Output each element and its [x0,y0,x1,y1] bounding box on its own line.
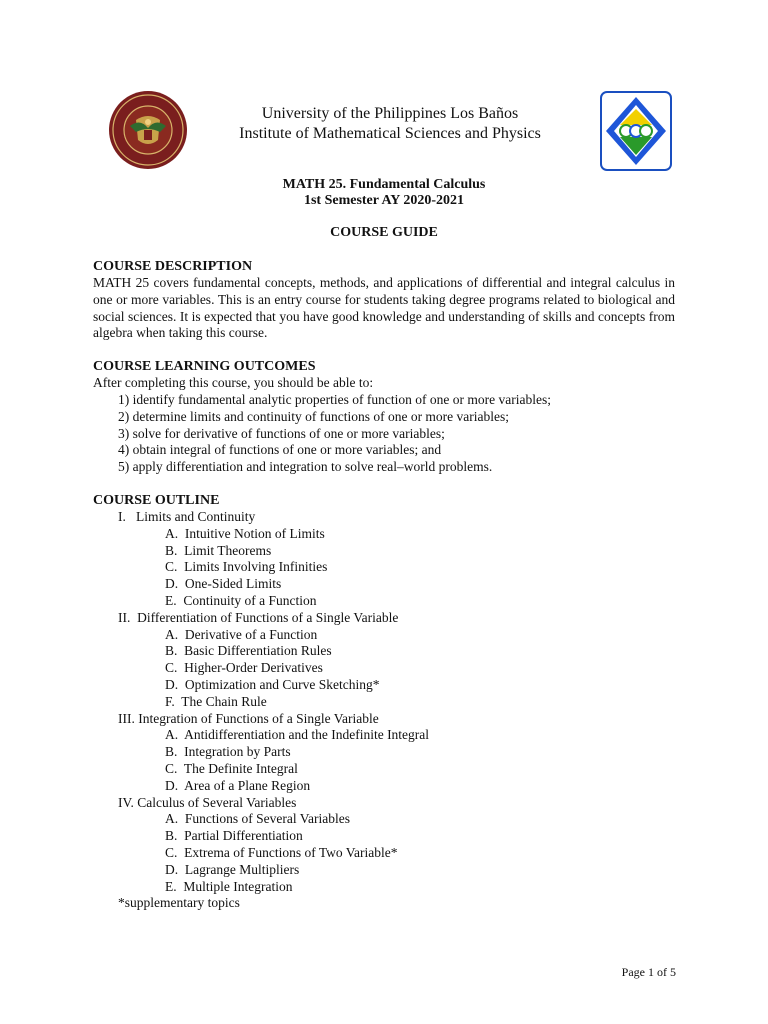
outline-unit: IV. Calculus of Several Variables [118,794,297,810]
outline-topic: F. The Chain Rule [165,693,267,709]
page-number: Page 1 of 5 [621,965,676,979]
institute-name: Institute of Mathematical Sciences and Physics [239,125,541,142]
university-seal-icon [108,90,188,170]
outcome-item: 3) solve for derivative of functions of one or more variables; [118,425,445,441]
outline-topic: B. Basic Differentiation Rules [165,643,332,659]
outline-topic: C. Higher-Order Derivatives [165,660,323,676]
outline-topic: E. Multiple Integration [165,878,293,894]
outcomes-intro: After completing this course, you should be able to: [93,375,374,391]
outline-topic: A. Functions of Several Variables [165,811,350,827]
outline-topic: A. Derivative of a Function [165,626,318,642]
outline-unit: I. Limits and Continuity [118,508,256,524]
institute-logo-icon [600,91,672,171]
outcome-item: 5) apply differentiation and integration to solve real–world problems. [118,459,493,475]
outline-topic: E. Continuity of a Function [165,592,317,608]
outline-topic: A. Antidifferentiation and the Indefinite Integral [165,727,430,743]
outline-topic: C. The Definite Integral [165,760,298,776]
document-body [93,258,675,912]
semester: 1st Semester AY 2020-2021 [303,193,465,208]
course-guide-title: COURSE GUIDE [330,225,438,240]
outcome-item: 4) obtain integral of functions of one or more variables; and [118,442,442,458]
outline-topic: C. Limits Involving Infinities [165,559,328,575]
outline-topic: B. Limit Theorems [165,542,272,558]
course-title: MATH 25. Fundamental Calculus [282,177,486,192]
outcome-item: 1) identify fundamental analytic properties of function of one or more variables; [118,391,551,407]
outline-topic: B. Partial Differentiation [165,828,303,844]
supplementary-note: *supplementary topics [118,895,240,911]
outline-topic: B. Integration by Parts [165,744,291,760]
outline-topic: A. Intuitive Notion of Limits [165,525,325,541]
university-name: University of the Philippines Los Baños [261,105,519,122]
outline-topic: D. Area of a Plane Region [165,777,311,793]
outcome-item: 2) determine limits and continuity of functions of one or more variables; [118,408,510,424]
outcomes-heading: COURSE LEARNING OUTCOMES [93,359,316,375]
outline-topic: D. Optimization and Curve Sketching* [165,676,380,692]
description-text: MATH 25 covers fundamental concepts, methods, and applications of differential and integral calculus in one or more variables. This is an entry course for students taking degree programs related to biological and social sciences. It is expected that you have good knowledge and understanding of skills and concepts from algebra when taking this course. [93,275,675,341]
outline-topic: C. Extrema of Functions of Two Variable* [165,844,398,860]
outline-topic: D. One-Sided Limits [165,576,282,592]
outline-unit: III. Integration of Functions of a Single Variable [118,710,379,726]
outline-topic: D. Lagrange Multipliers [165,861,300,877]
outline-unit: II. Differentiation of Functions of a Single Variable [118,609,399,625]
outline-heading: COURSE OUTLINE [93,492,220,508]
description-heading: COURSE DESCRIPTION [93,259,253,274]
